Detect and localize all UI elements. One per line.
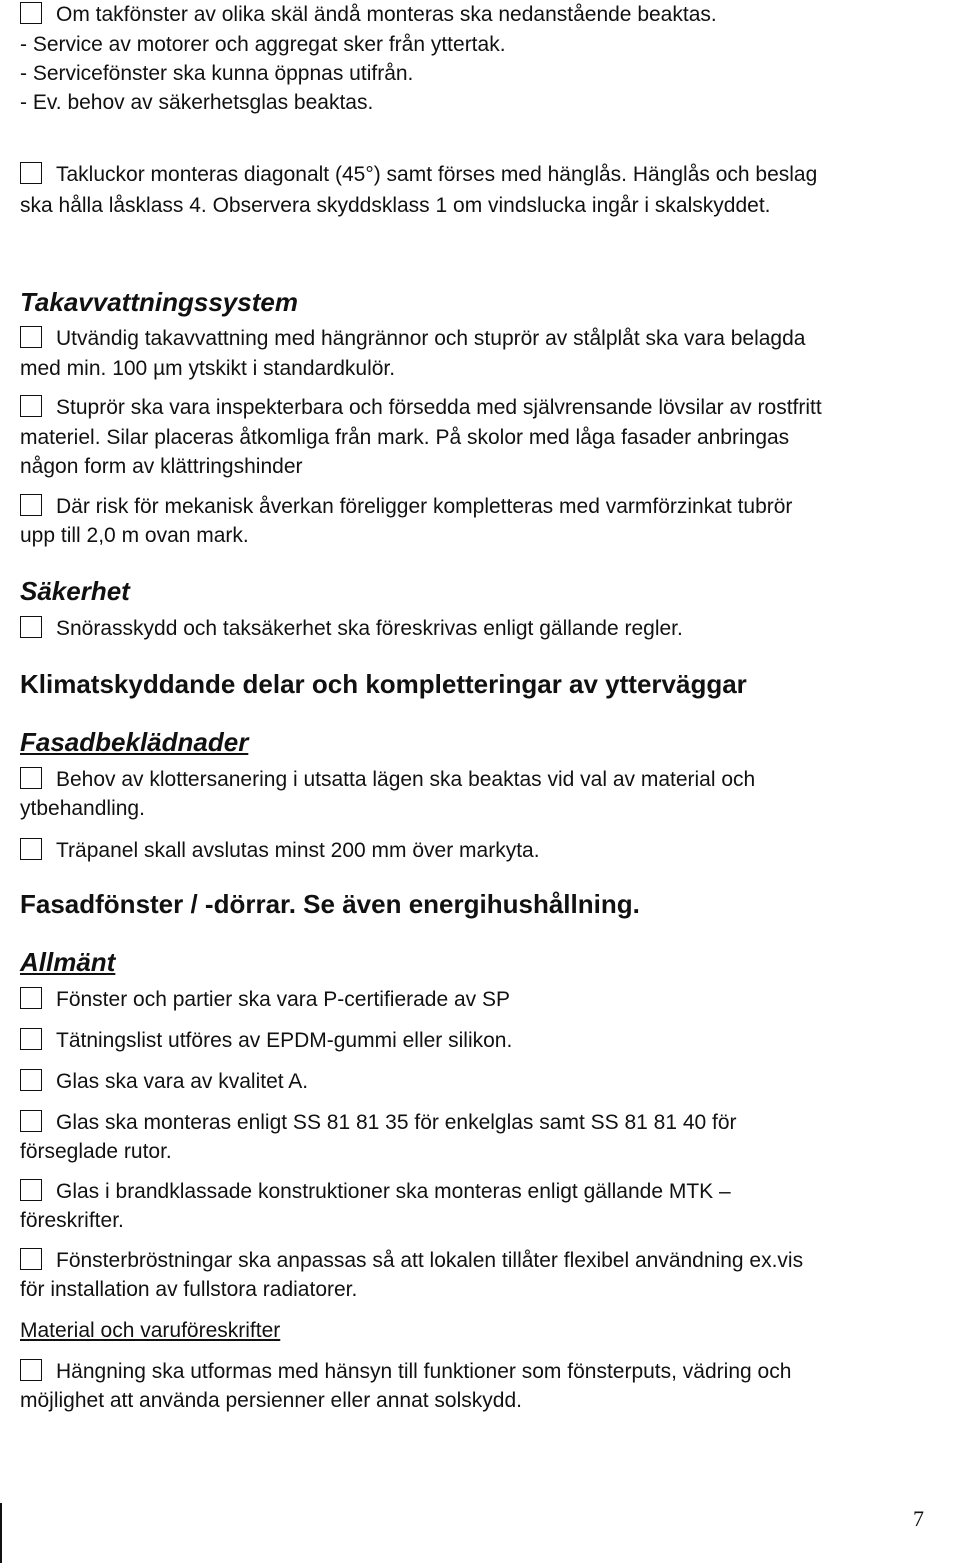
intro-line-3: - Ev. behov av säkerhetsglas beaktas.: [20, 91, 374, 114]
takavvattning-item-1-line-b: med min. 100 µm ytskikt i standardkulör.: [20, 357, 396, 380]
checkbox[interactable]: [20, 494, 42, 516]
allmant-item-1-text: Fönster och partier ska vara P-certifierade av SP: [56, 988, 511, 1011]
checkbox[interactable]: [20, 162, 42, 184]
allmant-item-3-text: Glas ska vara av kvalitet A.: [56, 1070, 309, 1093]
takavvattning-item-3-line-a: Där risk för mekanisk åverkan föreligger kompletteras med varmförzinkat tubrör: [56, 495, 793, 518]
allmant-item-4-line-a: Glas ska monteras enligt SS 81 81 35 för enkelglas samt SS 81 81 40 för: [56, 1111, 737, 1134]
fasad-item-1-line-a: Behov av klottersanering i utsatta lägen ska beaktas vid val av material och: [56, 768, 756, 791]
checkbox[interactable]: [20, 616, 42, 638]
takavvattning-heading: Takavvattningssystem: [20, 287, 298, 317]
checkbox[interactable]: [20, 2, 42, 24]
allmant-item-2-text: Tätningslist utföres av EPDM-gummi eller silikon.: [56, 1029, 513, 1052]
sakerhet-item-1-text: Snörasskydd och taksäkerhet ska föreskrivas enligt gällande regler.: [56, 617, 683, 640]
fasad-item-1: [20, 765, 958, 794]
klimat-heading: Klimatskyddande delar och kompletteringar av ytterväggar: [20, 669, 747, 699]
takavvattning-item-2-line-b: materiel. Silar placeras åtkomliga från mark. På skolor med låga fasader anbringas: [20, 426, 790, 449]
fonster-heading: Fasadfönster / -dörrar. Se även energihushållning.: [20, 889, 640, 919]
intro-check-2-line-b: ska hålla låsklass 4. Observera skyddsklass 1 om vindslucka ingår i skalskyddet.: [20, 194, 771, 217]
checkbox[interactable]: [20, 1069, 42, 1091]
allmant-item-6-line-b: för installation av fullstora radiatorer.: [20, 1278, 358, 1301]
allmant-item-6: [20, 1246, 958, 1275]
intro-check-1: [20, 0, 958, 29]
checkbox[interactable]: [20, 767, 42, 789]
fasad-heading: Fasadbeklädnader: [20, 727, 249, 757]
allmant-item-5-line-b: föreskrifter.: [20, 1209, 124, 1232]
checkbox[interactable]: [20, 326, 42, 348]
takavvattning-item-2-line-a: Stuprör ska vara inspekterbara och försedda med självrensande lövsilar av rostfritt: [56, 396, 822, 419]
material-heading: Material och varuföreskrifter: [20, 1319, 281, 1342]
allmant-item-4-line-b: förseglade rutor.: [20, 1140, 172, 1163]
page-number: 7: [913, 1506, 924, 1531]
checkbox[interactable]: [20, 1110, 42, 1132]
allmant-heading: Allmänt: [20, 947, 116, 977]
sakerhet-heading: Säkerhet: [20, 576, 130, 606]
allmant-item-3: [20, 1067, 958, 1096]
takavvattning-item-1-line-a: Utvändig takavvattning med hängrännor och stuprör av stålplåt ska vara belagda: [56, 327, 806, 350]
allmant-item-4: [20, 1108, 958, 1137]
footer-rule: [0, 1503, 2, 1563]
intro-check-1-text: Om takfönster av olika skäl ändå monteras ska nedanstående beaktas.: [56, 3, 717, 26]
fasad-item-1-line-b: ytbehandling.: [20, 797, 145, 820]
intro-line-2: - Servicefönster ska kunna öppnas utifrån.: [20, 62, 414, 85]
takavvattning-item-2-line-c: någon form av klättringshinder: [20, 455, 303, 478]
allmant-item-5: [20, 1177, 958, 1206]
intro-check-2: [20, 160, 958, 189]
material-item-1-line-a: Hängning ska utformas med hänsyn till funktioner som fönsterputs, vädring och: [56, 1360, 792, 1383]
takavvattning-item-1: [20, 324, 958, 353]
allmant-item-5-line-a: Glas i brandklassade konstruktioner ska monteras enligt gällande MTK –: [56, 1180, 731, 1203]
checkbox[interactable]: [20, 987, 42, 1009]
checkbox[interactable]: [20, 1248, 42, 1270]
material-item-1-line-b: möjlighet att använda persienner eller annat solskydd.: [20, 1389, 522, 1412]
fasad-item-2-text: Träpanel skall avslutas minst 200 mm över markyta.: [56, 839, 540, 862]
checkbox[interactable]: [20, 838, 42, 860]
fasad-item-2: [20, 836, 958, 865]
takavvattning-item-3-line-b: upp till 2,0 m ovan mark.: [20, 524, 249, 547]
checkbox[interactable]: [20, 1179, 42, 1201]
checkbox[interactable]: [20, 395, 42, 417]
allmant-item-6-line-a: Fönsterbröstningar ska anpassas så att lokalen tillåter flexibel användning ex.vis: [56, 1249, 804, 1272]
intro-line-1: - Service av motorer och aggregat sker från yttertak.: [20, 33, 506, 56]
allmant-item-2: [20, 1026, 958, 1055]
takavvattning-item-3: [20, 492, 958, 521]
material-item-1: [20, 1357, 958, 1386]
allmant-item-1: [20, 985, 958, 1014]
intro-check-2-line-a: Takluckor monteras diagonalt (45°) samt förses med hänglås. Hänglås och beslag: [56, 163, 818, 186]
takavvattning-item-2: [20, 393, 958, 422]
checkbox[interactable]: [20, 1359, 42, 1381]
checkbox[interactable]: [20, 1028, 42, 1050]
sakerhet-item-1: [20, 614, 958, 643]
